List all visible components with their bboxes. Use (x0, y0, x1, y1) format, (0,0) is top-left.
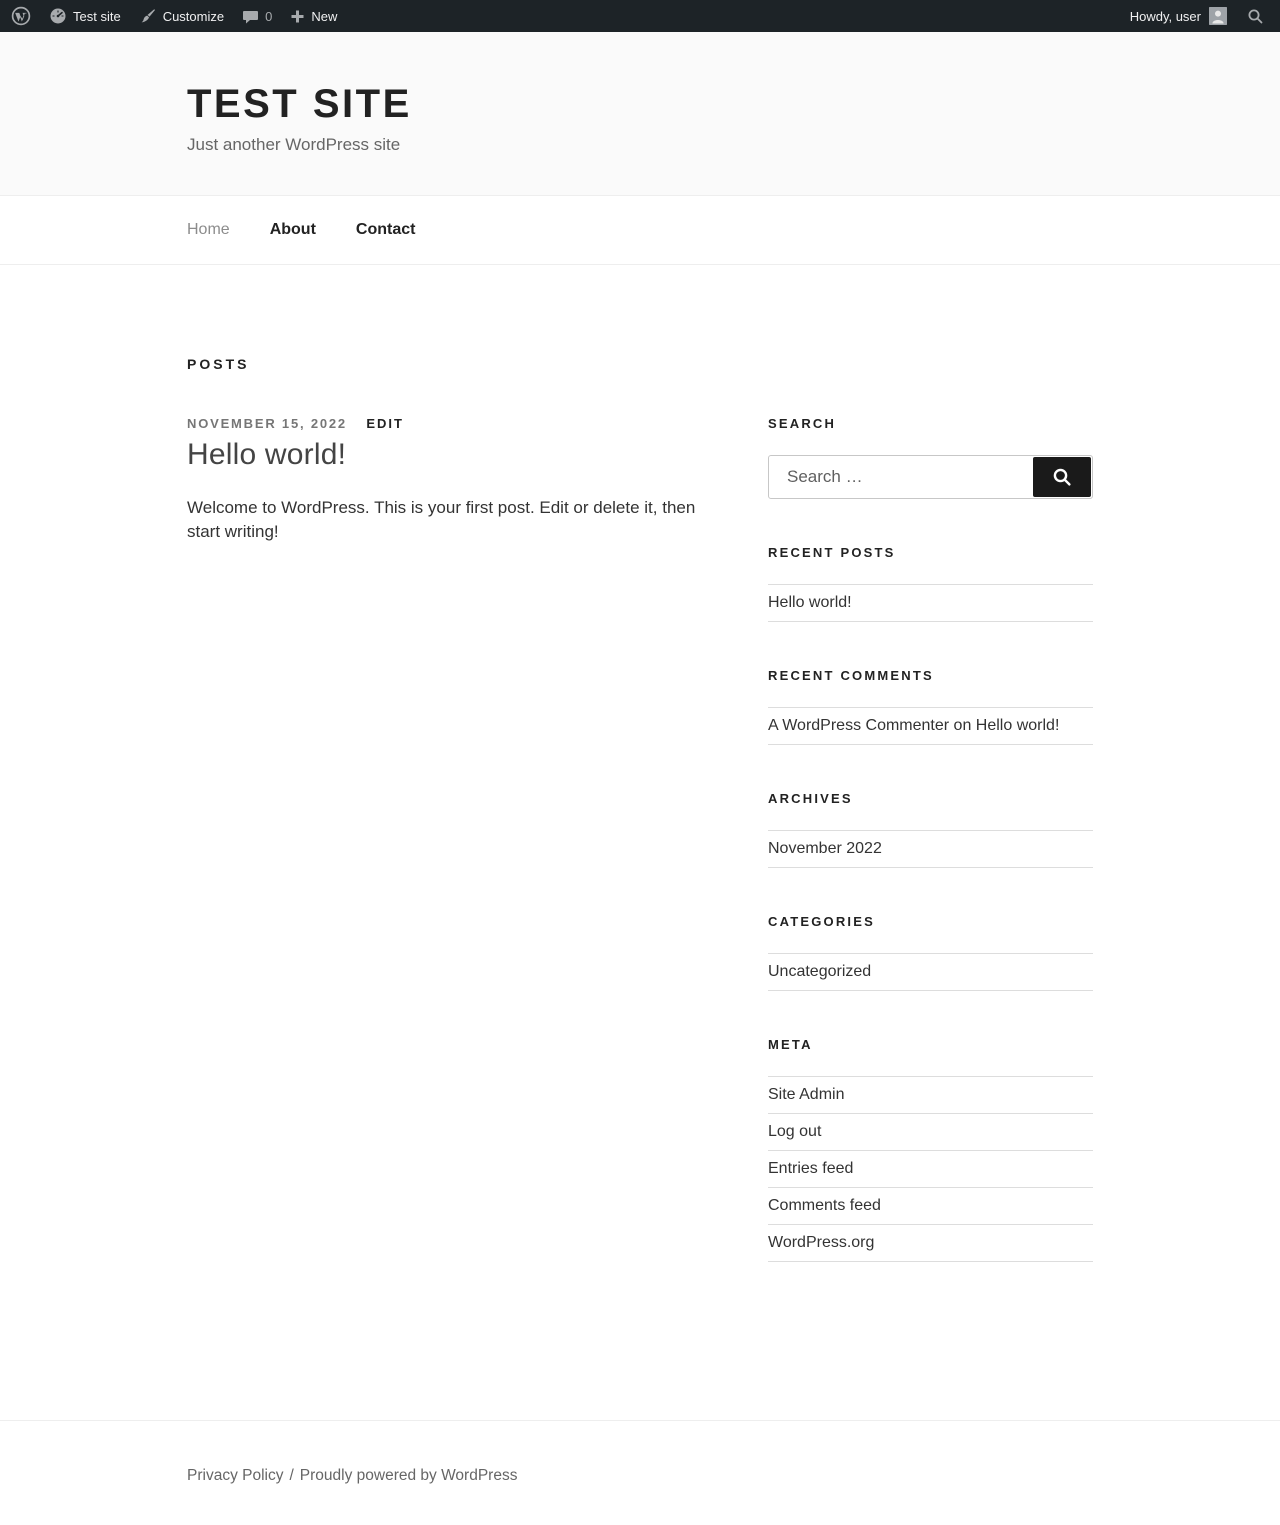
search-widget (768, 416, 1093, 499)
admin-bar (0, 0, 1280, 32)
meta-widget (768, 1037, 1093, 1262)
list-item (768, 830, 1093, 868)
admin-bar-my-account[interactable] (1122, 7, 1235, 25)
list-item (768, 1188, 1093, 1225)
archive-link[interactable]: November 2022 (768, 840, 882, 857)
admin-bar-customize[interactable] (130, 0, 233, 32)
list-item (768, 1225, 1093, 1262)
admin-bar-new-label: New (311, 8, 338, 24)
site-tagline: Just another WordPress site (187, 135, 401, 154)
archives-title: ARCHIVES (768, 791, 853, 806)
howdy-text: Howdy, user (1129, 8, 1201, 24)
main-column (187, 416, 700, 544)
comments-bubble-icon (242, 8, 259, 25)
nav-item-contact[interactable]: Contact (355, 221, 416, 238)
admin-bar-right (1122, 0, 1274, 32)
post-article (187, 416, 700, 544)
list-item (768, 1076, 1093, 1114)
admin-bar-site-menu[interactable] (40, 0, 130, 32)
category-link[interactable]: Uncategorized (768, 963, 872, 980)
recent-comments-widget (768, 668, 1093, 745)
list-item (768, 1151, 1093, 1188)
post-edit-link[interactable]: EDIT (366, 416, 404, 431)
categories-widget (768, 914, 1093, 991)
site-content (0, 265, 1280, 1308)
post-title (187, 438, 700, 472)
search-icon (1247, 8, 1264, 25)
list-item (768, 584, 1093, 622)
recent-comments-title: RECENT COMMENTS (768, 668, 934, 683)
meta-comments-feed-link[interactable]: Comments feed (768, 1197, 881, 1214)
admin-bar-search-button[interactable] (1237, 8, 1274, 25)
entry-meta (187, 416, 700, 431)
avatar (1209, 7, 1227, 25)
post-body: Welcome to WordPress. This is your first post. Edit or delete it, then start writing! (187, 498, 696, 541)
meta-title: META (768, 1037, 813, 1052)
main-navigation (0, 195, 1280, 265)
site-header (0, 32, 1280, 195)
page-title: POSTS (187, 356, 250, 372)
meta-site-admin-link[interactable]: Site Admin (768, 1086, 845, 1103)
recent-post-link[interactable]: Hello world! (768, 594, 852, 611)
search-widget-title: SEARCH (768, 416, 837, 431)
recent-posts-title: RECENT POSTS (768, 545, 896, 560)
plus-icon (290, 9, 305, 24)
site-footer (0, 1420, 1280, 1525)
meta-entries-feed-link[interactable]: Entries feed (768, 1160, 854, 1177)
search-form (768, 455, 1093, 499)
admin-bar-new[interactable] (281, 0, 346, 32)
admin-bar-customize-label: Customize (162, 8, 225, 24)
customize-brush-icon (139, 7, 157, 25)
sidebar (768, 416, 1093, 1308)
admin-bar-left (2, 0, 346, 32)
comment-author-link[interactable]: A WordPress Commenter (768, 717, 950, 734)
powered-by-link[interactable]: Proudly powered by WordPress (299, 1467, 518, 1484)
search-icon (1051, 466, 1073, 488)
nav-item-home[interactable]: Home (187, 221, 230, 238)
meta-log-out-link[interactable]: Log out (768, 1123, 822, 1140)
comment-connector: on (953, 717, 972, 734)
list-item (768, 953, 1093, 991)
privacy-policy-link[interactable]: Privacy Policy (187, 1467, 284, 1484)
nav-item-about[interactable]: About (269, 221, 316, 238)
site-title (187, 82, 1093, 127)
site-title-link[interactable]: TEST SITE (187, 82, 412, 126)
archives-widget (768, 791, 1093, 868)
meta-wordpress-org-link[interactable]: WordPress.org (768, 1234, 875, 1251)
wordpress-logo-menu[interactable] (2, 0, 40, 32)
post-title-link[interactable]: Hello world! (187, 438, 347, 471)
list-item (768, 1114, 1093, 1151)
dashboard-icon (49, 7, 67, 25)
footer-separator: / (289, 1467, 294, 1484)
comment-post-link[interactable]: Hello world! (975, 717, 1060, 734)
admin-bar-comments[interactable] (233, 0, 281, 32)
list-item (768, 707, 1093, 745)
recent-posts-widget (768, 545, 1093, 622)
admin-bar-comments-count: 0 (265, 8, 273, 24)
post-date-link[interactable]: NOVEMBER 15, 2022 (187, 416, 347, 431)
categories-title: CATEGORIES (768, 914, 875, 929)
wordpress-logo-icon (11, 6, 31, 26)
search-submit-button[interactable] (1033, 457, 1091, 497)
admin-bar-site-name: Test site (73, 8, 121, 24)
